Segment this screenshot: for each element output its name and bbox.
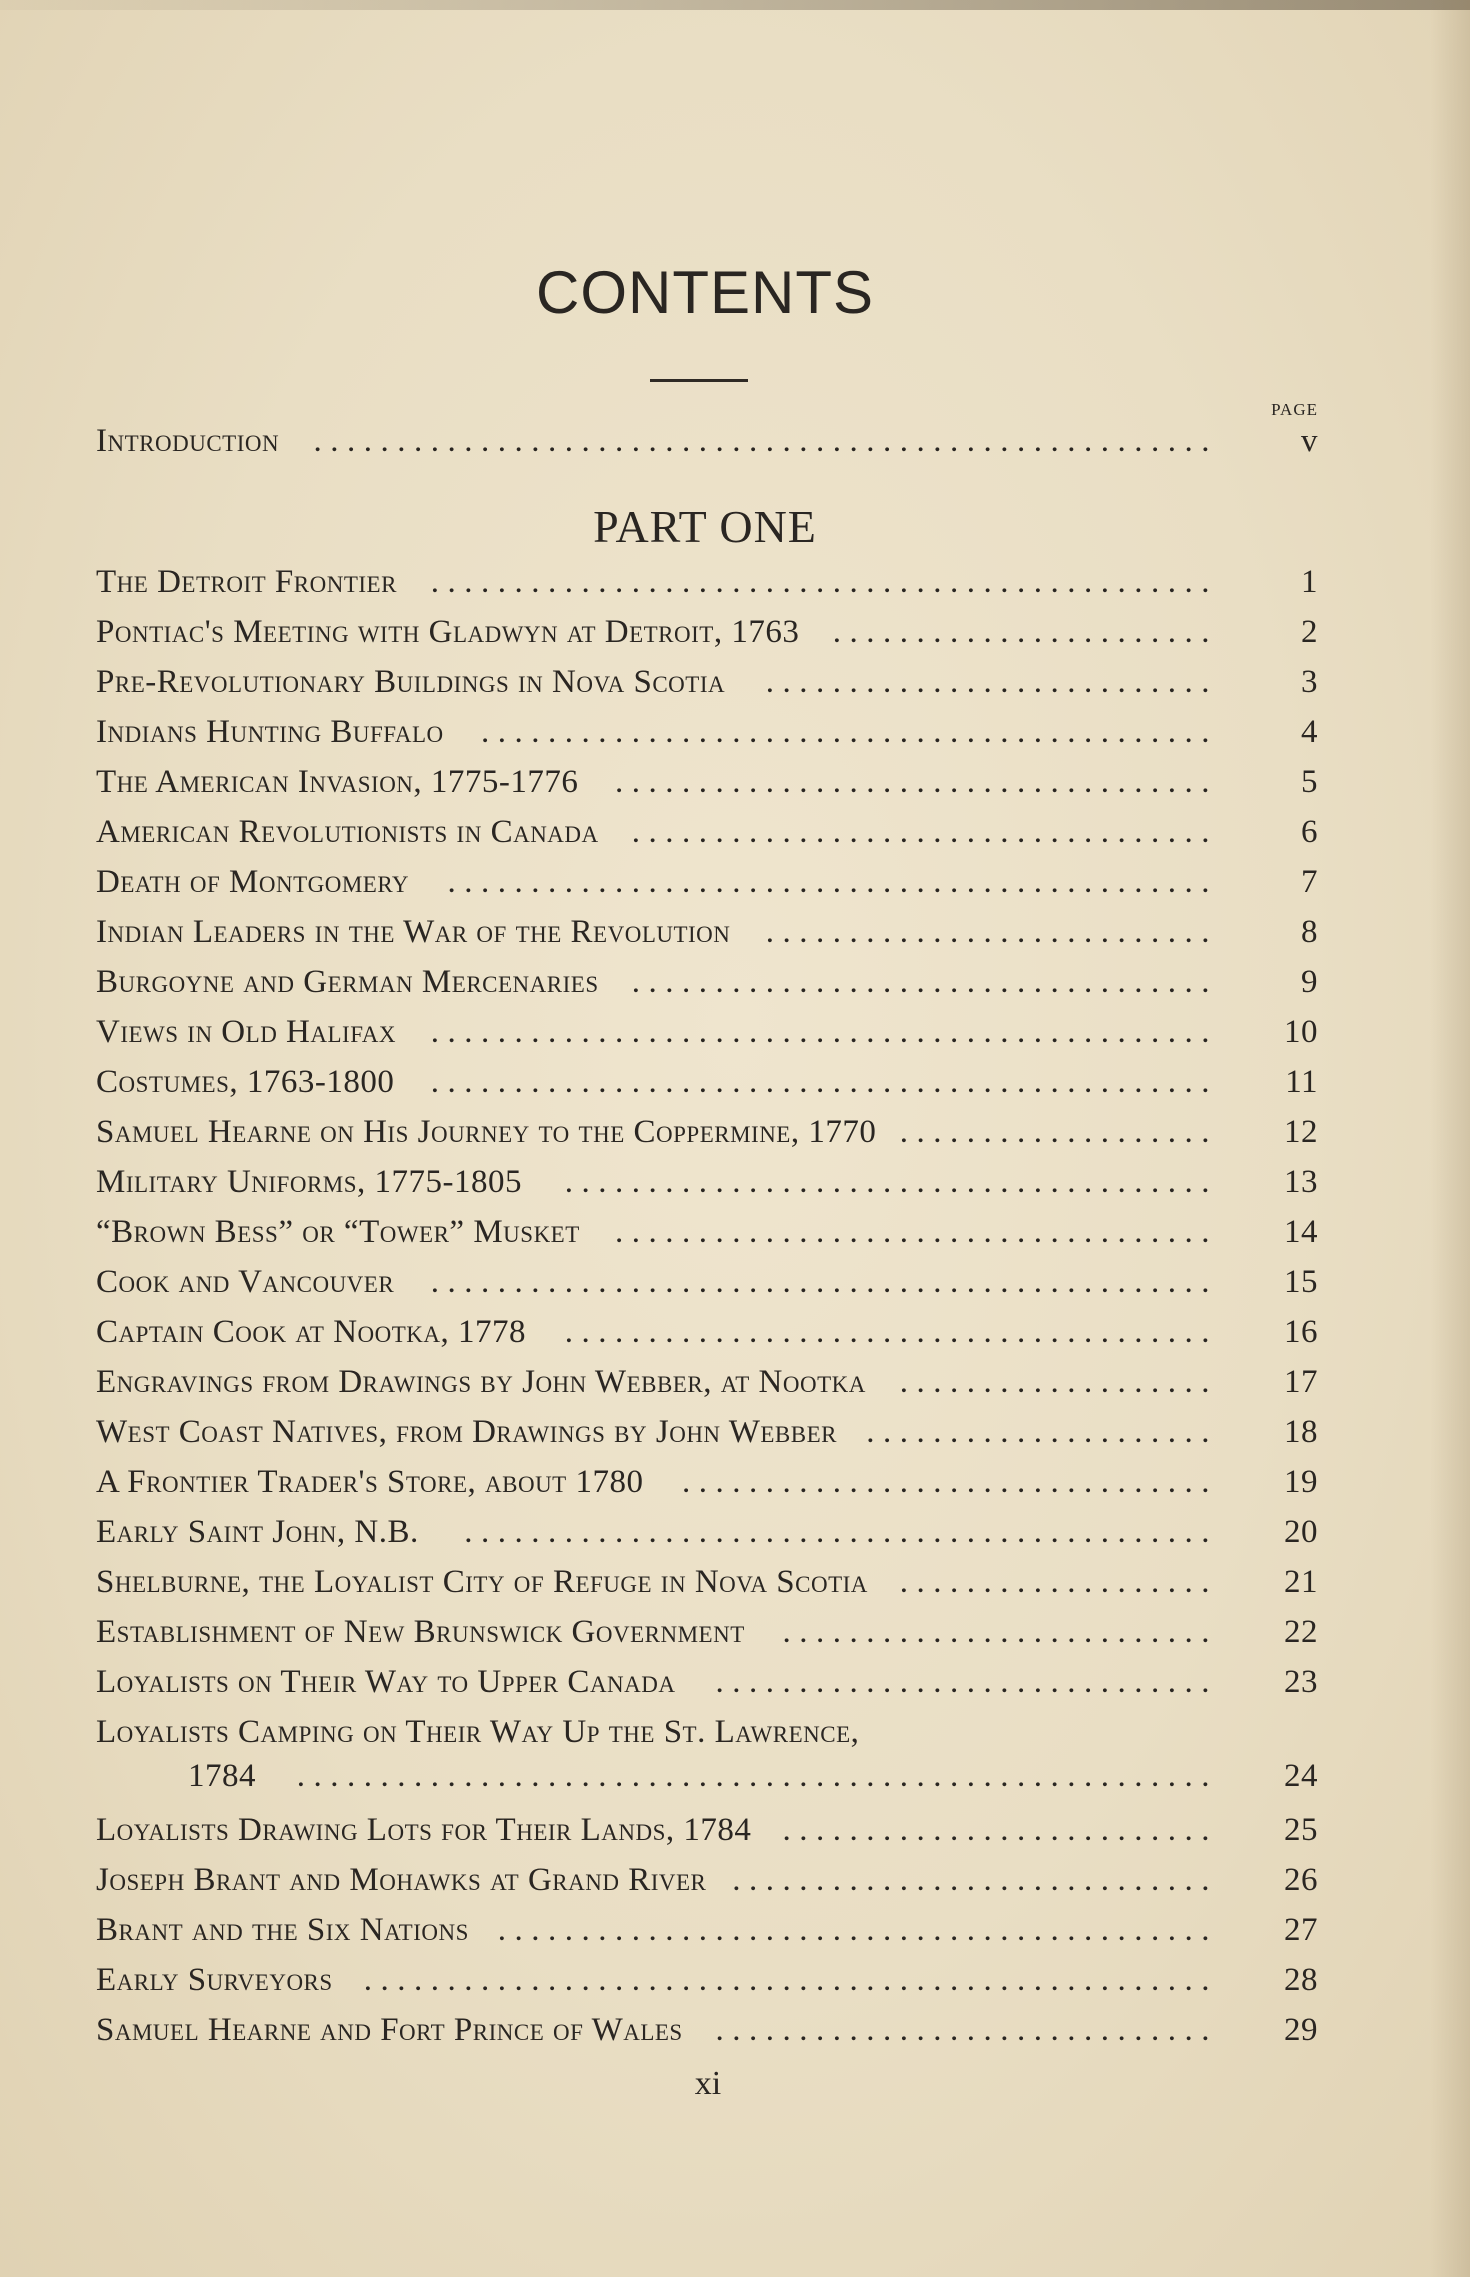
- dot-leader: ..........................: [782, 1614, 1218, 1650]
- toc-entry-continuation: [96, 1753, 1318, 1799]
- toc-entry: [96, 1209, 1318, 1255]
- dot-leader: ...............................................: [430, 1264, 1218, 1300]
- part-one-heading: PART ONE: [593, 501, 817, 552]
- toc-entry: [96, 2007, 1318, 2053]
- toc-entry-title: West Coast Natives, from Drawings by John Webber: [96, 1414, 837, 1450]
- toc-entry-page: v: [1301, 423, 1318, 459]
- toc-entry-title: Indian Leaders in the War of the Revolution: [96, 914, 731, 950]
- dot-leader: ..............................: [715, 1664, 1218, 1700]
- toc-entry-title: Early Saint John, N.B.: [96, 1514, 419, 1550]
- dot-leader: .............................................: [464, 1514, 1218, 1550]
- toc-entry: [96, 1009, 1318, 1055]
- dot-leader: ...................: [899, 1114, 1218, 1150]
- toc-entry-title: Samuel Hearne on His Journey to the Coppermine, 1770: [96, 1114, 877, 1150]
- toc-entry-page: 29: [1284, 2012, 1318, 2048]
- toc-entry: [96, 1509, 1318, 1555]
- toc-entry-title: The American Invasion, 1775-1776: [96, 764, 579, 800]
- toc-entry: [96, 959, 1318, 1005]
- toc-entry: [96, 1059, 1318, 1105]
- toc-entry-introduction: [96, 418, 1318, 464]
- dot-leader: ....................................: [615, 764, 1218, 800]
- toc-entry-title: “Brown Bess” or “Tower” Musket: [96, 1214, 580, 1250]
- toc-entry-title: Captain Cook at Nootka, 1778: [96, 1314, 527, 1350]
- toc-entry-page: 21: [1284, 1564, 1318, 1600]
- toc-entry-page: 28: [1284, 1962, 1318, 1998]
- dot-leader: ...........................: [765, 914, 1218, 950]
- toc-entry: [96, 1659, 1318, 1705]
- toc-entry-title: Engravings from Drawings by John Webber, at Nootka: [96, 1364, 866, 1400]
- toc-entry-title: Burgoyne and German Mercenaries: [96, 964, 599, 1000]
- dot-leader: .......................................: [564, 1164, 1218, 1200]
- toc-entry-title: The Detroit Frontier: [96, 564, 397, 600]
- dot-leader: ......................................................: [313, 423, 1218, 459]
- toc-entry-page: 8: [1301, 914, 1318, 950]
- dot-leader: ..............................................: [447, 864, 1218, 900]
- toc-entry-title: Death of Montgomery: [96, 864, 410, 900]
- toc-entry-page: 9: [1301, 964, 1318, 1000]
- toc-entry: [96, 1109, 1318, 1155]
- toc-entry: [96, 1259, 1318, 1305]
- dot-leader: .......................: [832, 614, 1218, 650]
- toc-entry-page: 10: [1284, 1014, 1318, 1050]
- dot-leader: .......................................: [564, 1314, 1218, 1350]
- toc-entry: [96, 1857, 1318, 1903]
- toc-entry-page: 14: [1284, 1214, 1318, 1250]
- toc-entry-title: Brant and the Six Nations: [96, 1912, 469, 1948]
- page-top-edge: [0, 0, 1470, 10]
- toc-entry-page: 3: [1301, 664, 1318, 700]
- toc-entry-title: Establishment of New Brunswick Government: [96, 1614, 745, 1650]
- toc-entry-page: 18: [1284, 1414, 1318, 1450]
- toc-entry-page: 23: [1284, 1664, 1318, 1700]
- toc-entry: [96, 609, 1318, 655]
- toc-entry: [96, 809, 1318, 855]
- toc-entry-page: 7: [1301, 864, 1318, 900]
- toc-entry-title: Loyalists on Their Way to Upper Canada: [96, 1664, 676, 1700]
- toc-entry: [96, 1409, 1318, 1455]
- toc-entry-page: 22: [1284, 1614, 1318, 1650]
- toc-entry: [96, 1559, 1318, 1605]
- toc-entry: [96, 1709, 1318, 1755]
- page-number-folio: xi: [694, 2065, 722, 2102]
- dot-leader: ..........................: [782, 1812, 1218, 1848]
- dot-leader: ...........................: [765, 664, 1218, 700]
- dot-leader: ...................................: [631, 814, 1218, 850]
- toc-entry: [96, 1609, 1318, 1655]
- toc-entry-page: 13: [1284, 1164, 1318, 1200]
- contents-title: CONTENTS: [536, 259, 874, 326]
- dot-leader: ...................: [899, 1364, 1218, 1400]
- toc-entry: [96, 1957, 1318, 2003]
- toc-entry-page: 2: [1301, 614, 1318, 650]
- dot-leader: ...............................................: [430, 1064, 1218, 1100]
- toc-entry-title: Shelburne, the Loyalist City of Refuge in Nova Scotia: [96, 1564, 868, 1600]
- toc-entry-title: Pre-Revolutionary Buildings in Nova Scotia: [96, 664, 726, 700]
- dot-leader: ................................: [682, 1464, 1218, 1500]
- toc-entry-page: 1: [1301, 564, 1318, 600]
- toc-entry-title: Loyalists Drawing Lots for Their Lands, 1784: [96, 1812, 752, 1848]
- toc-entry-page: 6: [1301, 814, 1318, 850]
- toc-entry-title: A Frontier Trader's Store, about 1780: [96, 1464, 644, 1500]
- toc-entry: [96, 1159, 1318, 1205]
- toc-entry: [96, 859, 1318, 905]
- toc-entry-title: American Revolutionists in Canada: [96, 814, 599, 850]
- dot-leader: ...........................................: [497, 1912, 1218, 1948]
- dot-leader: .....................: [866, 1414, 1218, 1450]
- toc-entry-title: Samuel Hearne and Fort Prince of Wales: [96, 2012, 683, 2048]
- toc-entry-title: Military Uniforms, 1775-1805: [96, 1164, 523, 1200]
- toc-entry-title: Costumes, 1763-1800: [96, 1064, 395, 1100]
- toc-entry-title: Loyalists Camping on Their Way Up the St. Lawrence,: [96, 1714, 860, 1750]
- dot-leader: ...................................: [631, 964, 1218, 1000]
- toc-entry: [96, 659, 1318, 705]
- toc-entry-title: Joseph Brant and Mohawks at Grand River: [96, 1862, 707, 1898]
- toc-entry: [96, 1807, 1318, 1853]
- toc-entry-page: 26: [1284, 1862, 1318, 1898]
- toc-entry: [96, 709, 1318, 755]
- dot-leader: ..............................: [715, 2012, 1218, 2048]
- toc-entry-title: Indians Hunting Buffalo: [96, 714, 444, 750]
- toc-entry-page: 17: [1284, 1364, 1318, 1400]
- toc-entry-page: 12: [1284, 1114, 1318, 1150]
- dot-leader: .............................: [732, 1862, 1218, 1898]
- toc-entry-page: 24: [1284, 1758, 1318, 1794]
- toc-entry-page: 5: [1301, 764, 1318, 800]
- toc-entry: [96, 759, 1318, 805]
- title-divider: [650, 379, 748, 382]
- toc-entry: [96, 559, 1318, 605]
- toc-entry-page: 19: [1284, 1464, 1318, 1500]
- toc-entry-title: Pontiac's Meeting with Gladwyn at Detroit, 1763: [96, 614, 800, 650]
- toc-entry-title-continuation: 1784: [188, 1758, 256, 1794]
- dot-leader: ...................................................: [363, 1962, 1218, 1998]
- toc-entry-page: 4: [1301, 714, 1318, 750]
- dot-leader: ...............................................: [430, 564, 1218, 600]
- toc-entry: [96, 1309, 1318, 1355]
- toc-entry-page: 11: [1285, 1064, 1318, 1100]
- toc-entry-page: 27: [1284, 1912, 1318, 1948]
- dot-leader: ............................................: [481, 714, 1218, 750]
- dot-leader: ...................: [899, 1564, 1218, 1600]
- toc-entry-title: Cook and Vancouver: [96, 1264, 395, 1300]
- toc-entry: [96, 1359, 1318, 1405]
- toc-entry: [96, 1907, 1318, 1953]
- toc-entry-page: 15: [1284, 1264, 1318, 1300]
- toc-entry-page: 16: [1284, 1314, 1318, 1350]
- toc-entry-page: 25: [1284, 1812, 1318, 1848]
- toc-entry-title: Introduction: [96, 423, 280, 459]
- page-right-edge-shadow: [1430, 0, 1470, 2277]
- dot-leader: .......................................................: [296, 1758, 1218, 1794]
- dot-leader: ...............................................: [430, 1014, 1218, 1050]
- toc-entry: [96, 1459, 1318, 1505]
- dot-leader: ....................................: [615, 1214, 1218, 1250]
- page-column-header: PAGE: [1271, 400, 1318, 419]
- toc-entry: [96, 909, 1318, 955]
- toc-entry-title: Early Surveyors: [96, 1962, 333, 1998]
- toc-entry-title: Views in Old Halifax: [96, 1014, 397, 1050]
- toc-entry-page: 20: [1284, 1514, 1318, 1550]
